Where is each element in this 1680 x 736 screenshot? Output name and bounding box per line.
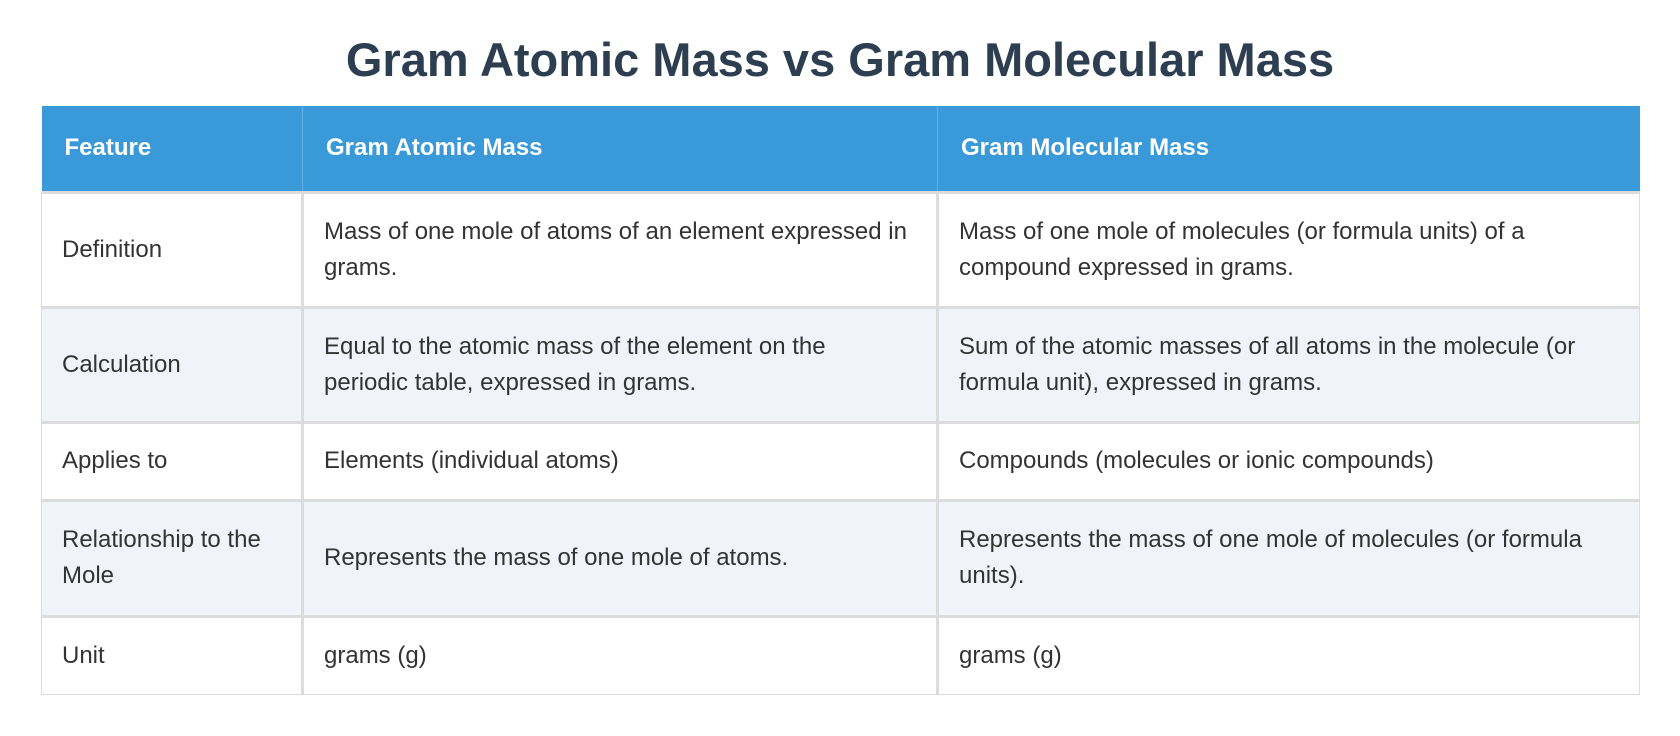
- gram-molecular-mass-cell: grams (g): [938, 616, 1640, 694]
- gram-atomic-mass-cell: Represents the mass of one mole of atoms.: [303, 500, 938, 616]
- gram-molecular-mass-cell: Compounds (molecules or ionic compounds): [938, 422, 1640, 500]
- row-feature-cell: Relationship to the Mole: [42, 500, 303, 616]
- table-header-row: [42, 106, 1640, 192]
- header-gram-molecular-mass: Gram Molecular Mass: [938, 106, 1640, 192]
- gram-molecular-mass-cell: Sum of the atomic masses of all atoms in the molecule (or formula unit), expressed in grams.: [938, 307, 1640, 422]
- gram-atomic-mass-cell: Equal to the atomic mass of the element on the periodic table, expressed in grams.: [303, 307, 938, 422]
- table-row: [42, 307, 1640, 422]
- table-row: [42, 500, 1640, 616]
- gram-atomic-mass-cell: Elements (individual atoms): [303, 422, 938, 500]
- gram-atomic-mass-cell: Mass of one mole of atoms of an element expressed in grams.: [303, 192, 938, 307]
- page-title: Gram Atomic Mass vs Gram Molecular Mass: [345, 33, 1335, 86]
- header-feature: Feature: [42, 106, 303, 192]
- gram-molecular-mass-cell: Mass of one mole of molecules (or formula units) of a compound expressed in grams.: [938, 192, 1640, 307]
- row-feature-cell: Unit: [42, 616, 303, 694]
- table-row: [42, 192, 1640, 307]
- gram-atomic-mass-cell: grams (g): [303, 616, 938, 694]
- row-feature-cell: Applies to: [42, 422, 303, 500]
- row-feature-cell: Definition: [42, 192, 303, 307]
- table-row: [42, 616, 1640, 694]
- gram-molecular-mass-cell: Represents the mass of one mole of molecules (or formula units).: [938, 500, 1640, 616]
- header-gram-atomic-mass: Gram Atomic Mass: [303, 106, 938, 192]
- row-feature-cell: Calculation: [42, 307, 303, 422]
- table-row: [42, 422, 1640, 500]
- comparison-table: [41, 106, 1640, 695]
